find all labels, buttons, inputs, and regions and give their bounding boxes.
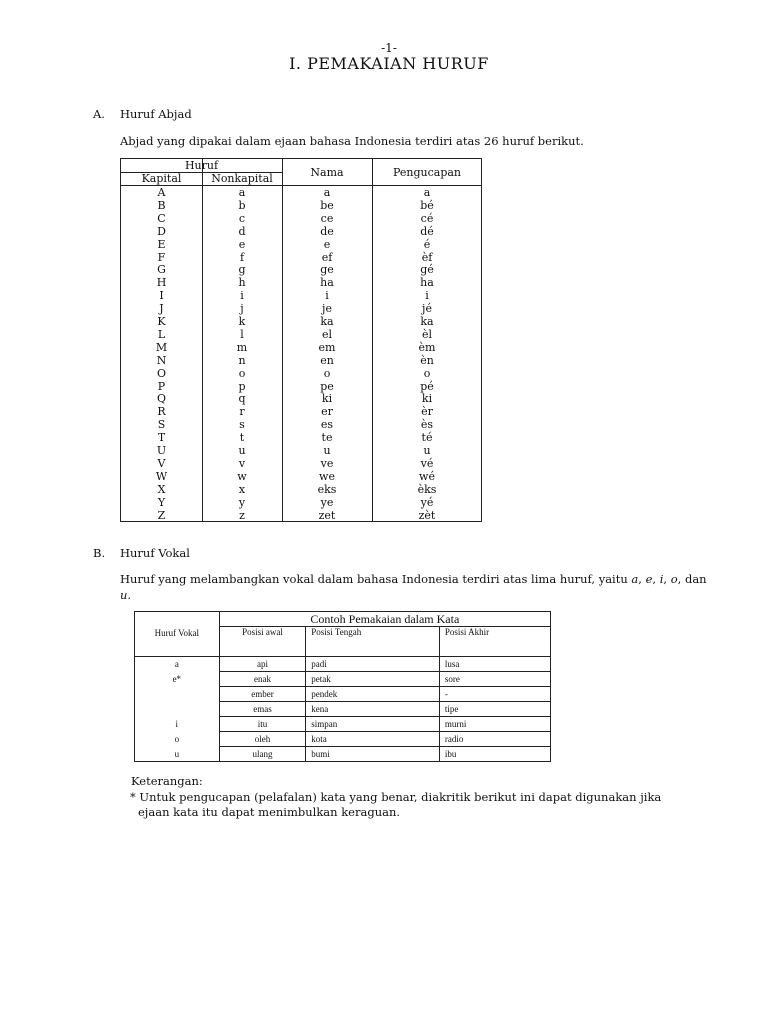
alphabet-cell-pengucapan: èl — [421, 327, 433, 341]
page-title: I. PEMAKAIAN HURUF — [289, 54, 489, 73]
alphabet-table — [120, 158, 482, 522]
alphabet-cell-pengucapan: u — [423, 444, 431, 457]
alphabet-cell-kapital: R — [157, 405, 166, 419]
vowel-cell: ember — [219, 687, 306, 702]
alphabet-cell-nama: ka — [320, 315, 334, 328]
alphabet-cell-nonkapital: u — [238, 444, 246, 457]
alphabet-cell-pengucapan: ha — [420, 276, 434, 290]
section-a-letter: A. — [93, 107, 105, 121]
alphabet-cell-nama: e — [323, 237, 331, 251]
header-kapital: Kapital — [141, 172, 182, 185]
vowel-cell: lusa — [439, 657, 550, 672]
section-b-letter: B. — [93, 546, 106, 560]
section-b-title: Huruf Vokal — [120, 546, 190, 560]
alphabet-cell-nonkapital: x — [238, 482, 246, 496]
alphabet-cell-nama: ha — [320, 276, 334, 290]
vowel-table — [134, 611, 551, 762]
alphabet-cell-nama: we — [319, 469, 335, 483]
vowel-cell: murni — [439, 717, 550, 732]
alphabet-cell-kapital: U — [156, 444, 167, 457]
alphabet-cell-pengucapan: yé — [420, 495, 434, 509]
alphabet-cell-pengucapan: èr — [421, 405, 433, 419]
vowel-cell: emas — [219, 702, 306, 717]
alphabet-cell-nonkapital: y — [238, 495, 246, 509]
vowel-cell: kena — [306, 702, 440, 717]
header-awal: Posisi awal — [219, 626, 306, 657]
alphabet-cell-nama: en — [320, 353, 334, 367]
alphabet-cell-kapital: X — [157, 482, 166, 496]
alphabet-cell-nonkapital: k — [238, 315, 246, 328]
and-word: dan — [684, 572, 707, 586]
alphabet-cell-nonkapital: c — [238, 211, 246, 225]
vowel-table-row — [135, 702, 551, 717]
alphabet-cell-pengucapan: èf — [421, 250, 433, 264]
alphabet-cell-nonkapital: t — [239, 431, 245, 445]
alphabet-cell-kapital: M — [155, 340, 168, 354]
vowel-cell: itu — [219, 717, 306, 732]
alphabet-cell-pengucapan: i — [425, 289, 429, 303]
vowel-cell: u — [135, 747, 220, 762]
alphabet-cell-pengucapan: té — [421, 431, 433, 445]
alphabet-cell-nama: pe — [320, 379, 334, 393]
alphabet-cell-nama: ve — [320, 456, 334, 470]
alphabet-cell-nonkapital: z — [239, 508, 245, 522]
notes-text — [130, 790, 710, 820]
intro-text: Huruf yang melambangkan vokal dalam bahasa Indonesia terdiri atas lima huruf, yaitu — [120, 572, 632, 586]
alphabet-cell-nama: o — [323, 366, 331, 380]
alphabet-cell-kapital: N — [156, 353, 167, 367]
vowel-cell: e* — [135, 672, 220, 687]
vowel-cell: i — [135, 717, 220, 732]
vowel-cell — [135, 687, 220, 702]
header-pengucapan: Pengucapan — [392, 166, 462, 179]
vowel-cell: o — [135, 732, 220, 747]
alphabet-cell-nama: ef — [321, 250, 333, 264]
alphabet-cell-kapital: I — [159, 289, 164, 303]
alphabet-cell-pengucapan: ki — [421, 392, 433, 406]
alphabet-cell-kapital: O — [156, 366, 167, 380]
alphabet-cell-kapital: F — [157, 250, 166, 264]
alphabet-cell-nonkapital: j — [240, 302, 244, 316]
alphabet-cell-nonkapital: b — [238, 198, 246, 212]
alphabet-cell-nonkapital: v — [238, 456, 246, 470]
alphabet-cell-kapital: Z — [157, 508, 166, 522]
vowel-cell: ibu — [439, 747, 550, 762]
header-tengah: Posisi Tengah — [306, 626, 440, 657]
alphabet-cell-pengucapan: èks — [417, 482, 437, 496]
alphabet-cell-kapital: K — [157, 315, 166, 328]
alphabet-cell-nama: el — [321, 327, 333, 341]
alphabet-cell-nonkapital: d — [238, 224, 246, 238]
alphabet-cell-nama: er — [321, 405, 333, 419]
alphabet-cell-nama: zet — [318, 508, 336, 522]
vowel-cell: sore — [439, 672, 550, 687]
alphabet-cell-nonkapital: p — [238, 379, 246, 393]
alphabet-cell-nama: em — [318, 340, 336, 354]
alphabet-cell-pengucapan: a — [423, 186, 431, 199]
alphabet-cell-nama: ki — [321, 392, 333, 406]
alphabet-cell-nama: es — [320, 418, 334, 432]
alphabet-cell-nonkapital: o — [238, 366, 246, 380]
alphabet-cell-nonkapital: m — [236, 340, 248, 354]
alphabet-cell-nama: je — [322, 302, 332, 316]
alphabet-cell-kapital: Q — [156, 392, 167, 406]
notes-label: Keterangan: — [131, 774, 203, 788]
vowel-table-row — [135, 732, 551, 747]
alphabet-cell-pengucapan: cé — [420, 211, 434, 225]
vowel-cell: - — [439, 687, 550, 702]
alphabet-cell-pengucapan: èn — [420, 353, 434, 367]
alphabet-cell-nonkapital: f — [239, 250, 245, 264]
alphabet-cell-nama: be — [320, 198, 334, 212]
vowel-cell: enak — [219, 672, 306, 687]
vowel-a: a — [631, 572, 639, 586]
alphabet-cell-kapital: L — [157, 327, 166, 341]
header-nama: Nama — [310, 166, 344, 179]
alphabet-cell-nonkapital: w — [237, 469, 247, 483]
alphabet-cell-nonkapital: n — [238, 353, 246, 367]
alphabet-cell-kapital: C — [157, 211, 166, 225]
vowel-i: i — [659, 572, 664, 586]
alphabet-cell-nama: de — [320, 224, 334, 238]
note-line-1: * Untuk pengucapan (pelafalan) kata yang benar, diakritik berikut ini dapat digunakan jika — [130, 790, 662, 804]
header-vokal: Huruf Vokal — [135, 626, 220, 657]
section-a-intro: Abjad yang dipakai dalam ejaan bahasa Indonesia terdiri atas 26 huruf berikut. — [120, 134, 584, 148]
alphabet-cell-nonkapital: g — [238, 263, 246, 277]
vowel-table-row — [135, 672, 551, 687]
alphabet-cell-kapital: W — [155, 469, 168, 483]
vowel-cell: oleh — [219, 732, 306, 747]
alphabet-cell-nonkapital: e — [238, 237, 246, 251]
alphabet-cell-nama: ye — [320, 495, 334, 509]
alphabet-cell-pengucapan: wé — [419, 469, 435, 483]
alphabet-cell-pengucapan: pé — [420, 379, 434, 393]
vowel-table-row — [135, 657, 551, 672]
vowel-table-row — [135, 687, 551, 702]
vowel-cell: api — [219, 657, 306, 672]
alphabet-cell-kapital: B — [157, 198, 166, 212]
alphabet-cell-kapital: T — [157, 431, 166, 445]
vowel-cell: petak — [306, 672, 440, 687]
alphabet-cell-nonkapital: r — [239, 405, 245, 419]
vowel-cell: simpan — [306, 717, 440, 732]
header-akhir: Posisi Akhir — [439, 626, 550, 657]
vowel-cell: ulang — [219, 747, 306, 762]
alphabet-cell-nama: ce — [320, 211, 334, 225]
vowel-cell — [135, 702, 220, 717]
alphabet-cell-nonkapital: a — [238, 186, 246, 199]
alphabet-cell-kapital: H — [156, 276, 167, 290]
section-b-intro: Huruf yang melambangkan vokal dalam bahasa Indonesia terdiri atas lima huruf, yaitu a, e, i, o, dan u. — [120, 572, 707, 602]
vowel-cell: tipe — [439, 702, 550, 717]
alphabet-cell-kapital: G — [157, 263, 166, 277]
alphabet-cell-nama: i — [325, 289, 329, 303]
alphabet-cell-nama: te — [321, 431, 333, 445]
vowel-o: o — [670, 572, 678, 586]
section-a-heading — [93, 107, 192, 121]
vowel-e: e — [645, 572, 653, 586]
alphabet-cell-nonkapital: i — [240, 289, 244, 303]
alphabet-cell-kapital: A — [157, 186, 166, 199]
alphabet-cell-pengucapan: èm — [418, 340, 436, 354]
alphabet-cell-kapital: V — [157, 456, 166, 470]
alphabet-cell-nama: u — [323, 444, 331, 457]
alphabet-cell-kapital: Y — [157, 495, 166, 509]
vowel-cell: kota — [306, 732, 440, 747]
alphabet-cell-kapital: J — [159, 302, 164, 316]
alphabet-cell-pengucapan: o — [423, 366, 431, 380]
alphabet-cell-nama: ge — [320, 263, 334, 277]
alphabet-cell-pengucapan: jé — [422, 302, 432, 316]
section-b-heading — [93, 546, 190, 560]
vowel-cell: radio — [439, 732, 550, 747]
alphabet-cell-pengucapan: é — [423, 237, 431, 251]
vowel-table-caption: Contoh Pemakaian dalam Kata — [219, 612, 550, 627]
vowel-u: u — [120, 588, 128, 602]
alphabet-cell-pengucapan: ka — [420, 315, 434, 328]
alphabet-cell-nama: a — [323, 186, 331, 199]
alphabet-cell-pengucapan: dé — [420, 224, 434, 238]
alphabet-cell-pengucapan: ès — [420, 418, 434, 432]
alphabet-cell-kapital: E — [157, 237, 166, 251]
section-a-title: Huruf Abjad — [120, 107, 192, 121]
alphabet-cell-pengucapan: bé — [420, 198, 434, 212]
alphabet-cell-nonkapital: q — [238, 392, 246, 406]
vowel-cell: pendek — [306, 687, 440, 702]
alphabet-cell-kapital: D — [157, 224, 166, 238]
vowel-cell: padi — [306, 657, 440, 672]
note-line-2: ejaan kata itu dapat menimbulkan keraguan. — [138, 805, 401, 819]
alphabet-cell-nonkapital: s — [239, 418, 245, 432]
alphabet-cell-pengucapan: zèt — [418, 508, 436, 522]
alphabet-cell-nama: eks — [317, 482, 337, 496]
alphabet-cell-kapital: P — [157, 379, 166, 393]
page-number: -1- — [381, 41, 397, 55]
alphabet-cell-nonkapital: h — [238, 276, 246, 290]
header-nonkapital: Nonkapital — [211, 172, 273, 185]
alphabet-cell-pengucapan: gé — [420, 263, 434, 277]
alphabet-cell-pengucapan: vé — [420, 456, 434, 470]
alphabet-cell-nonkapital: l — [240, 327, 244, 341]
vowel-cell: a — [135, 657, 220, 672]
alphabet-cell-kapital: S — [157, 418, 166, 432]
vowel-cell: bumi — [306, 747, 440, 762]
vowel-table-row — [135, 747, 551, 762]
vowel-table-row — [135, 717, 551, 732]
header-huruf: Huruf — [184, 159, 219, 172]
